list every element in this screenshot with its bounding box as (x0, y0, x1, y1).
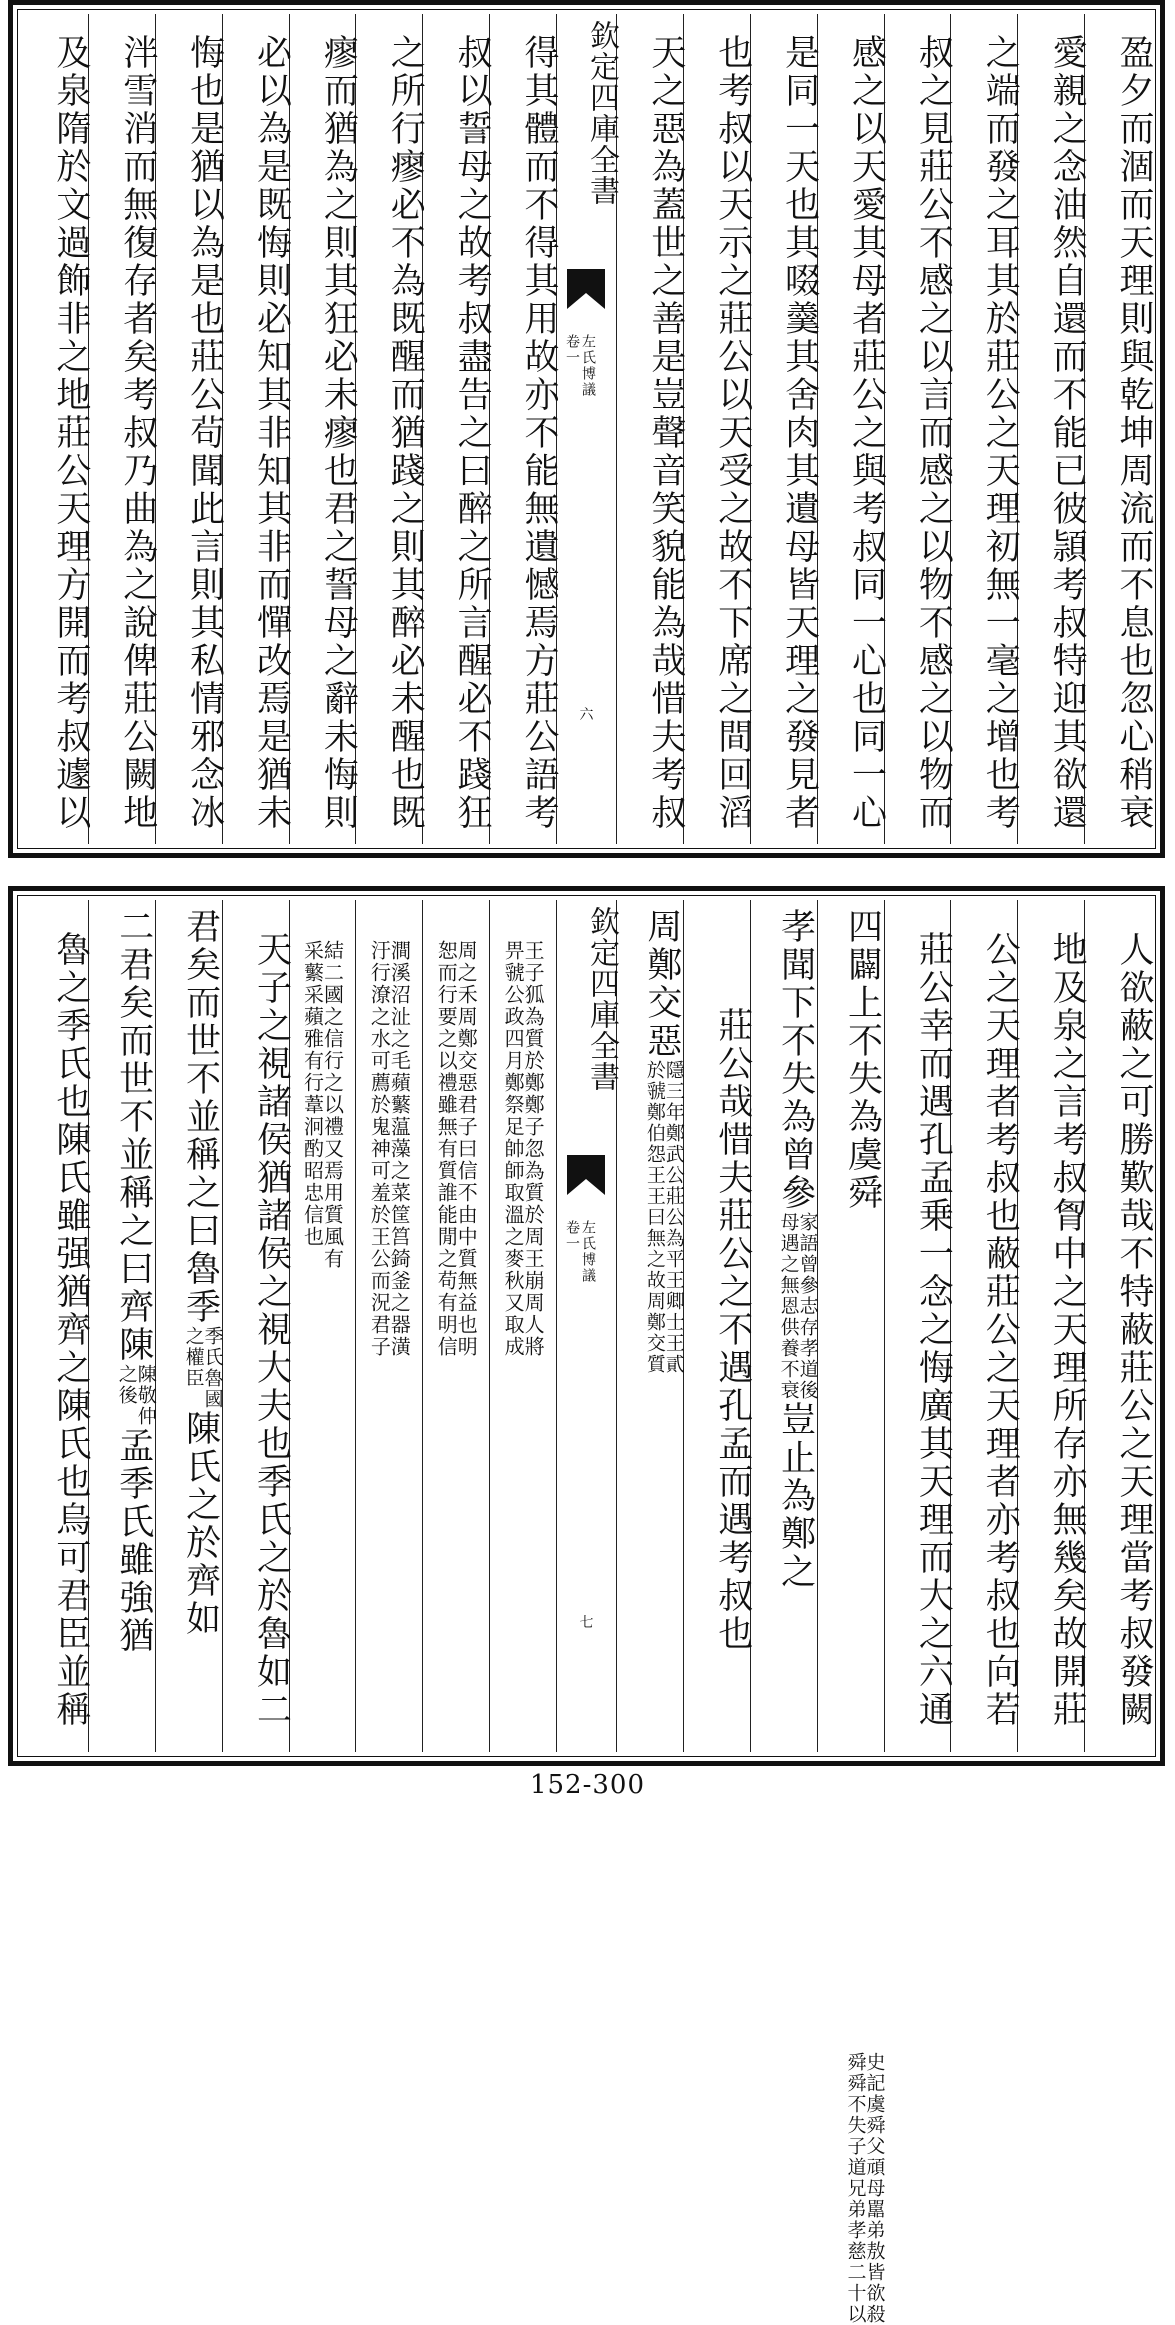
page-number-footer: 152-300 (529, 1770, 646, 1800)
note-line: 陳敬仲 (134, 1364, 157, 1427)
text-column: 悔也是猶以為是也莊公茍聞此言則其私情邪念冰 (155, 14, 222, 844)
text-column-with-note (155, 900, 222, 1752)
main-text: 孝聞下不失為曾參 (775, 908, 816, 1212)
text-column: 盈夕而涸而天理則與乾坤周流而不息也忽心稍衰 (1084, 14, 1151, 844)
folio-number: 六 (579, 707, 594, 723)
note-line: 家語曾參志存孝道後 (796, 1212, 819, 1401)
note-column (289, 900, 356, 1752)
book-title: 左氏博議 (580, 334, 596, 398)
main-text: 四闢上不失為虞舜 (842, 908, 883, 1212)
text-column: 得其體而不得其用故亦不能無遺憾焉方莊公語考 (489, 14, 556, 844)
volume-number: 卷一 (564, 1220, 580, 1252)
note-column (355, 900, 422, 1752)
interlinear-note (184, 1326, 222, 1410)
text-column: 叔之見莊公不感之以言而感之以物不感之以物而 (884, 14, 951, 844)
book-title: 左氏博議 (580, 1220, 596, 1284)
text-column: 之所行瘳必不為既醒而猶踐之則其醉必未醒也既 (355, 14, 422, 844)
note-line: 采蘩采蘋雅有行葦泂酌昭忠信也 (300, 940, 325, 1248)
note-line: 舜舜不失子道兄弟孝慈二十以 (844, 2052, 867, 2325)
interlinear-note (846, 2052, 884, 2325)
text-column-with-note (817, 900, 886, 2325)
text-column: 必以為是既悔則必知其非知其非而憚改焉是猶未 (222, 14, 289, 844)
text-column: 愛親之念油然自還而不能已彼頴考叔特迎其欲還 (1017, 14, 1084, 844)
folio-number: 七 (579, 1615, 594, 1631)
top-page (8, 0, 1165, 858)
interlinear-note (779, 1212, 817, 1401)
text-column: 地及泉之言考叔胷中之天理所存亦無幾矣故開莊 (1017, 900, 1084, 1752)
text-column: 莊公幸而遇孔孟乗一念之悔廣其天理而大之六通 (884, 900, 951, 1752)
main-text-tail: 孟季氏雖強猶 (113, 1427, 154, 1655)
note-line: 隱三年鄭武公莊公為平王卿士王貳 (662, 1060, 685, 1375)
note-line: 史記虞舜父頑母嚚弟敖皆欲殺 (863, 2052, 886, 2325)
section-title-column (616, 900, 683, 1752)
note-line: 畀虢公政四月鄭祭足帥師取溫之麥秋又取成 (501, 940, 526, 1358)
note-line: 汙行潦之水可薦於鬼神可羞於王公而況君子 (367, 940, 392, 1358)
main-text-tail: 豈止為鄭之 (775, 1401, 816, 1591)
note-line: 周之禾周鄭交惡君子曰信不由中質無益也明 (454, 940, 479, 1358)
interlinear-note (645, 1060, 683, 1375)
note-column (422, 900, 489, 1752)
text-column: 瘳而猶為之則其狂必未瘳也君之誓母之辭未悔則 (289, 14, 356, 844)
note-line: 王子狐為質於鄭鄭子忽為質於周王崩周人將 (521, 940, 546, 1358)
text-column: 莊公哉惜夫莊公之不遇孔孟而遇考叔也 (683, 900, 750, 1752)
center-fold (556, 900, 619, 1752)
note-line: 於虢鄭伯怨王王曰無之故周鄭交質 (643, 1060, 666, 1375)
text-column: 之端而發之耳其於莊公之天理初無一毫之增也考 (950, 14, 1017, 844)
main-text-tail: 陳氏之於齊如 (180, 1410, 221, 1638)
note-line: 澗溪沼沚之毛蘋蘩蕰藻之菜筐筥錡釜之器潢 (387, 940, 412, 1358)
note-column (489, 900, 556, 1752)
volume-label (563, 334, 595, 398)
text-column: 天子之視諸侯猶諸侯之視大夫也季氏之於魯如二 (222, 900, 289, 1752)
note-line: 季氏魯國 (201, 1326, 224, 1410)
text-column: 是同一天也其啜羹其舍肉其遺母皆天理之發見者 (750, 14, 817, 844)
note-line: 結二國之信行之以禮又焉用質風有 (320, 940, 345, 1270)
text-column: 泮雪消而無復存者矣考叔乃曲為之說俾莊公闕地 (88, 14, 155, 844)
interlinear-note (117, 1364, 155, 1427)
center-fold (556, 14, 619, 844)
text-column: 人欲蔽之可勝歎哉不特蔽莊公之天理當考叔發闕 (1084, 900, 1151, 1752)
top-columns (22, 14, 1154, 844)
note-line: 母遇之無恩供養不衰 (777, 1212, 800, 1401)
text-column: 感之以天愛其母者莊公之與考叔同一心也同一心 (817, 14, 884, 844)
main-text: 二君矣而世不並稱之曰齊陳 (113, 908, 154, 1364)
text-column: 及泉隋於文過飾非之地莊公天理方開而考叔遽以 (50, 34, 91, 832)
text-column: 叔以誓母之故考叔盡告之曰醉之所言醒必不踐狂 (422, 14, 489, 844)
text-column: 魯之季氏也陳氏雖强猶齊之陳氏也烏可君臣並稱 (50, 931, 91, 1729)
text-column-with-note (750, 900, 817, 1752)
text-column: 天之惡為蓋世之善是豈聲音笑貌能為哉惜夫考叔 (616, 14, 683, 844)
note-line: 恕而行要之以禮雖無有質誰能閒之苟有明信 (434, 940, 459, 1358)
note-line: 之權臣 (182, 1326, 205, 1389)
volume-label (563, 1220, 595, 1284)
section-title: 周鄭交惡 (641, 908, 682, 1060)
volume-number: 卷一 (564, 334, 580, 366)
note-line: 之後 (115, 1364, 138, 1406)
fish-tail-mark-icon (567, 269, 605, 329)
text-column: 也考叔以天示之莊公以天受之故不下席之間回滔 (683, 14, 750, 844)
collection-banner: 欽定四庫全書 (584, 20, 619, 206)
main-text: 君矣而世不並稱之曰魯季 (180, 908, 221, 1326)
text-column-with-note (88, 900, 155, 1752)
fish-tail-mark-icon (567, 1155, 605, 1215)
text-column: 公之天理者考叔也蔽莊公之天理者亦考叔也向若 (950, 900, 1017, 1752)
collection-banner: 欽定四庫全書 (584, 906, 619, 1092)
